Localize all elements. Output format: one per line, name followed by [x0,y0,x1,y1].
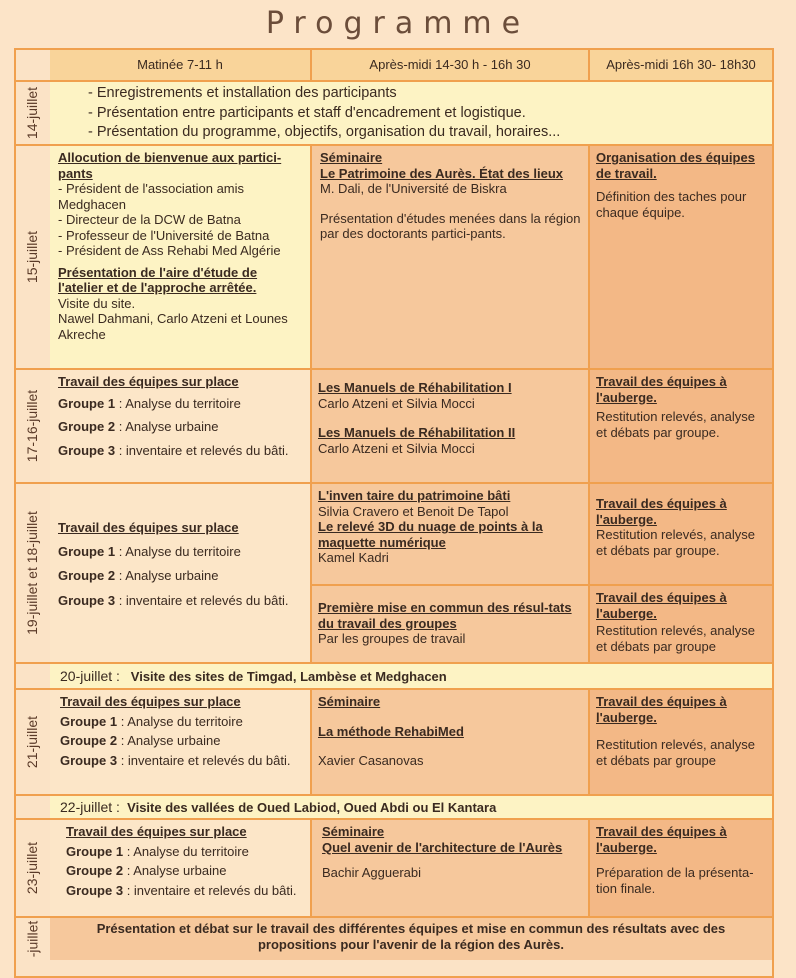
auberge-text: Restitution relevés, analyse et débats par groupe [596,737,755,768]
auberge-title: Travail des équipes à l'auberge. [596,824,727,855]
row-16-17-afternoon-1 [310,370,588,482]
team-work-title: Travail des équipes sur place [58,520,239,535]
auberge-title: Travail des équipes à l'auberge. [596,590,727,621]
row-16-17-morning [50,370,310,482]
speaker-line: - Directeur de la DCW de Batna [58,212,241,227]
seminar-label: Séminaire [318,694,381,709]
final-preparation-text: Préparation de la présenta-tion finale. [596,865,754,896]
group-line: Groupe 3 : inventaire et relevés du bâti. [66,882,297,898]
seminar-label: Séminaire [322,824,385,839]
manual-2-title: Les Manuels de Réhabilitation II [318,425,516,440]
row-21-afternoon-2 [588,690,772,794]
seminar-title: Le Patrimoine des Aurès. État des lieux [320,165,563,181]
teams-organisation-text: Définition des taches pour chaque équipe. [596,189,747,220]
row-14-content [50,82,772,144]
teams-organisation-title: Organisation des équipes de travail. [596,150,755,181]
site-study-title: Présentation de l'aire d'étude de l'atelier et de l'approche arrêtée. [58,264,258,295]
auberge-title: Travail des équipes à l'auberge. [596,496,727,527]
row-20-text: Visite des sites de Timgad, Lambèse et Medghacen [130,669,447,684]
site-visit-line: Visite du site. [58,295,136,311]
day-label-14: 14-juillet [24,86,41,140]
architecture-title: Quel avenir de l'architecture de l'Aurès [322,839,563,855]
group-line: Groupe 2 : Analyse urbaine [66,863,227,878]
group-line: Groupe 2 : Analyse urbaine [58,419,219,434]
day-label-16-17: 17-16-juillet [24,389,40,463]
row-21-afternoon-1 [310,690,588,794]
row-18-19-afternoon-2a [588,484,772,584]
row-14-line: - Enregistrements et installation des participants [88,85,397,101]
header-afternoon-1: Après-midi 14-30 h - 16h 30 [310,50,588,80]
auberge-title: Travail des équipes à l'auberge. [596,694,727,725]
header-morning: Matinée 7-11 h [50,50,310,80]
group-line: Groupe 3 : inventaire et relevés du bâti. [58,442,289,458]
team-work-title: Travail des équipes sur place [58,374,239,389]
speaker-line: - Professeur de l'Université de Batna [58,227,270,243]
team-work-title: Travail des équipes sur place [66,824,247,839]
row-24-final-presentation: Présentation et débat sur le travail des différentes équipes et mise en commun des résultats avec des propositions pour l'avenir de la région des Aurès. [50,918,772,960]
welcome-title: Allocution de bienvenue aux partici-pants [58,150,282,181]
row-15-afternoon-1 [310,146,588,368]
architecture-speaker: Bachir Agguerabi [322,865,422,880]
row-15-afternoon-2 [588,146,772,368]
manual-1-title: Les Manuels de Réhabilitation I [318,380,512,395]
survey-3d-title: Le relevé 3D du nuage de points à la maquette numérique [318,519,543,550]
auberge-text: Restitution relevés, analyse et débats par groupe. [596,527,755,558]
team-work-title: Travail des équipes sur place [60,694,241,709]
day-label-18-19: 19-juillet et 18-juillet [24,511,41,635]
group-line: Groupe 1 : Analyse du territoire [58,395,241,411]
group-line: Groupe 1 : Analyse du territoire [60,713,243,729]
row-21-morning [50,690,310,794]
day-label-23: 23-juillet [24,841,41,895]
site-visit-line: Nawel Dahmani, Carlo Atzeni et Lounes Akreche [58,311,288,342]
row-14-line: - Présentation du programme, objectifs, organisation du travail, horaires... [88,124,561,140]
group-line: Groupe 1 : Analyse du territoire [66,843,249,859]
group-line: Groupe 2 : Analyse urbaine [58,568,219,583]
seminar-label: Séminaire [320,150,383,165]
row-18-19-afternoon-2b [588,586,772,662]
row-22-day: 22-juillet : [60,799,120,815]
row-22-visit [50,796,772,818]
first-sharing-text: Par les groupes de travail [318,631,466,646]
row-18-19-afternoon-1a [310,484,588,584]
row-18-19-afternoon-1b [310,586,588,662]
group-line: Groupe 3 : inventaire et relevés du bâti. [58,592,289,608]
auberge-text: Restitution relevés, analyse et débats par groupe. [596,409,755,440]
row-20-visit [50,664,772,688]
rehabimed-speaker: Xavier Casanovas [318,753,424,768]
day-label-15: 15-juillet [24,230,41,284]
survey-3d-speaker: Kamel Kadri [318,550,389,565]
seminar-description: Présentation d'études menées dans la région par des doctorants partici-pants. [320,210,581,241]
row-16-17-afternoon-2 [588,370,772,482]
row-20-day: 20-juillet : [60,668,120,684]
speaker-line: - Président de Ass Rehabi Med Algérie [58,243,281,258]
header-afternoon-2: Après-midi 16h 30- 18h30 [588,50,772,80]
row-23-morning [50,820,310,916]
seminar-speaker: M. Dali, de l'Université de Biskra [320,181,507,196]
auberge-text: Restitution relevés, analyse et débats par groupe [596,623,755,654]
row-23-afternoon-1 [310,820,588,916]
day-label-24: -juillet [24,920,41,958]
group-line: Groupe 3 : inventaire et relevés du bâti. [60,752,291,768]
day-label-21: 21-juillet [24,715,41,769]
page-title: Programme [265,6,531,41]
auberge-title: Travail des équipes à l'auberge. [596,374,727,405]
rehabimed-title: La méthode RehabiMed [318,723,464,739]
inventory-title: L'inven taire du patrimoine bâti [318,488,511,503]
row-14-line: - Présentation entre participants et staff d'encadrement et logistique. [88,104,526,121]
inventory-speakers: Silvia Cravero et Benoit De Tapol [318,503,509,519]
speaker-line: - Président de l'association amis Medghacen [58,181,245,212]
row-15-morning [50,146,310,368]
manual-2-speakers: Carlo Atzeni et Silvia Mocci [318,440,475,456]
group-line: Groupe 2 : Analyse urbaine [60,733,221,748]
manual-1-speakers: Carlo Atzeni et Silvia Mocci [318,395,475,411]
row-18-19-morning [50,484,310,662]
first-sharing-title: Première mise en commun des résul-tats du travail des groupes [318,600,572,631]
row-23-afternoon-2 [588,820,772,916]
row-22-text: Visite des vallées de Oued Labiod, Oued Abdi ou El Kantara [127,800,497,815]
group-line: Groupe 1 : Analyse du territoire [58,543,241,559]
